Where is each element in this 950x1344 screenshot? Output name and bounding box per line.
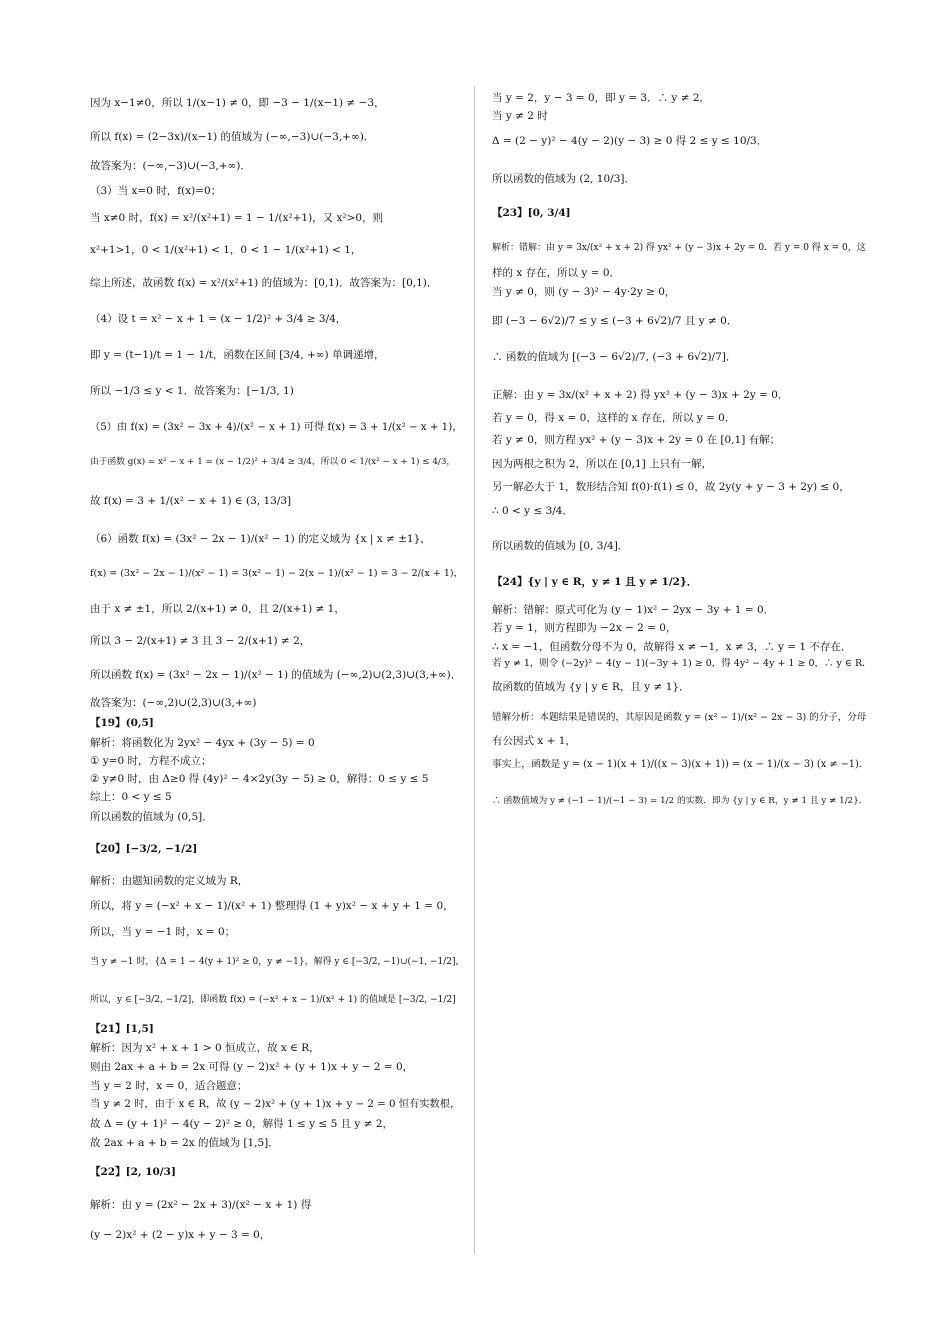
question-heading: 【23】[0, 3/4] [492,207,571,219]
text-line: ∴ x = −1，但函数分母不为 0，故解得 x ≠ −1，x ≠ 3，∴ y = 1 不存在． [492,641,852,653]
text-line: 因为 x−1≠0，所以 1/(x−1) ≠ 0，即 −3 − 1/(x−1) ≠ −3， [90,97,385,109]
text-line: 由于 x ≠ ±1，所以 2/(x+1) ≠ 0，且 2/(x+1) ≠ 1， [90,603,345,615]
text-line: 事实上，函数是 y = (x − 1)(x + 1)/((x − 3)(x + 1)) = (x − 1)/(x − 3) (x ≠ −1)． [492,759,869,770]
text-line: 由于函数 g(x) = x² − x + 1 = (x − 1/2)² + 3/4 ≥ 3/4，所以 0 < 1/(x² − x + 1) ≤ 4/3， [90,457,456,467]
question-heading: 【21】[1,5] [90,1023,154,1035]
text-line: 所以，当 y = −1 时，x = 0； [90,926,236,938]
text-line: 故函数的值域为 {y | y ∈ R，且 y ≠ 1}． [492,681,690,693]
text-line: 当 x≠0 时，f(x) = x²/(x²+1) = 1 − 1/(x²+1)，又 x²>0，则 [90,212,384,224]
text-line: ① y=0 时，方程不成立； [90,755,212,767]
text-line: 当 y = 2，y − 3 = 0，即 y = 3．∴ y ≠ 2． [492,92,711,104]
text-line: 解析：由题知函数的定义域为 R， [90,875,249,887]
text-line: ∴ 函数的值域为 [(−3 − 6√2)/7, (−3 + 6√2)/7]． [492,351,737,363]
text-line: 若 y = 0，得 x = 0，这样的 x 存在，所以 y = 0． [492,412,736,424]
text-line: 所以函数的值域为 [0, 3/4]． [492,540,629,552]
text-line: 则由 2ax + a + b = 2x 可得 (y − 2)x² + (y + 1)x + y − 2 = 0， [90,1061,414,1073]
text-line: 所以 −1/3 ≤ y < 1．故答案为：[−1/3, 1) [90,385,294,397]
text-line: 所以，将 y = (−x² + x − 1)/(x² + 1) 整理得 (1 + y)x² − x + y + 1 = 0， [90,900,454,912]
text-line: 即 (−3 − 6√2)/7 ≤ y ≤ (−3 + 6√2)/7 且 y ≠ 0． [492,315,738,327]
text-line: 故 Δ = (y + 1)² − 4(y − 2)² ≥ 0，解得 1 ≤ y ≤ 5 且 y ≠ 2， [90,1118,394,1130]
text-line: 当 y = 2 时，x = 0，适合题意； [90,1080,248,1092]
question-heading: 【20】[−3/2, −1/2] [90,843,198,855]
column-divider [474,86,475,1254]
text-line: 所以 3 − 2/(x+1) ≠ 3 且 3 − 2/(x+1) ≠ 2， [90,635,311,647]
text-line: （4）设 t = x² − x + 1 = (x − 1/2)² + 3/4 ≥ 3/4， [90,313,347,325]
text-line: （5）由 f(x) = (3x² − 3x + 4)/(x² − x + 1) 可得 f(x) = 3 + 1/(x² − x + 1)， [90,421,463,433]
text-line: f(x) = (3x² − 2x − 1)/(x² − 1) = 3(x² − 1) − 2(x − 1)/(x² − 1) = 3 − 2/(x + 1)， [90,568,464,579]
text-line: 当 y ≠ −1 时，{Δ = 1 − 4(y + 1)² ≥ 0，y ≠ −1}，解得 y ∈ [−3/2, −1)∪(−1, −1/2]， [90,957,465,967]
text-line: ∴ 0 < y ≤ 3/4． [492,505,573,517]
text-line: 有公因式 x + 1， [492,735,576,747]
text-line: 所以函数的值域为 (2, 10/3]． [492,173,635,185]
text-line: 正解：由 y = 3x/(x² + x + 2) 得 yx² + (y − 3)x + 2y = 0． [492,389,789,401]
text-line: 当 y ≠ 2 时 [492,110,548,122]
text-line: 当 y ≠ 0，则 (y − 3)² − 4y·2y ≥ 0， [492,286,676,298]
text-line: 所以函数的值域为 (0,5]． [90,811,213,823]
text-line: 解析：将函数化为 2yx² − 4yx + (3y − 5) = 0 [90,737,315,749]
text-line: 即 y = (t−1)/t = 1 − 1/t，函数在区间 [3/4, +∞) 单调递增， [90,349,385,361]
question-heading: 【19】(0,5] [90,717,154,729]
text-line: ∴ 函数值域为 y ≠ (−1 − 1)/(−1 − 3) = 1/2 的实数．即为 {y | y ∈ R，y ≠ 1 且 y ≠ 1/2}． [492,796,868,806]
text-line: Δ = (2 − y)² − 4(y − 2)(y − 3) ≥ 0 得 2 ≤ y ≤ 10/3． [492,135,768,147]
text-line: 解析：因为 x² + x + 1 > 0 恒成立，故 x ∈ R， [90,1042,320,1054]
text-line: 若 y ≠ 0，则方程 yx² + (y − 3)x + 2y = 0 在 [0,1] 有解； [492,434,781,446]
text-line: 因为两根之积为 2，所以在 [0,1] 上只有一解， [492,458,713,470]
text-line: 故答案为：(−∞,−3)∪(−3,+∞)． [90,160,251,172]
text-line: 故答案为：(−∞,2)∪(2,3)∪(3,+∞) [90,697,257,709]
text-line: ② y≠0 时，由 Δ≥0 得 (4y)² − 4×2y(3y − 5) ≥ 0，解得：0 ≤ y ≤ 5 [90,773,429,785]
text-line: 若 y ≠ 1，则令 (−2y)² − 4(y − 1)(−3y + 1) ≥ 0，得 4y² − 4y + 1 ≥ 0，∴ y ∈ R． [492,658,872,669]
text-line: 若 y = 1，则方程即为 −2x − 2 = 0， [492,622,677,634]
text-line: 样的 x 存在，所以 y = 0． [492,267,621,279]
text-line: 综上所述，故函数 f(x) = x²/(x²+1) 的值域为：[0,1)．故答案为：[0,1)． [90,277,438,289]
question-heading: 【22】[2, 10/3] [90,1166,176,1178]
text-line: 解析：由 y = (2x² − 2x + 3)/(x² − x + 1) 得 [90,1199,312,1211]
text-line: 解析：错解：由 y = 3x/(x² + x + 2) 得 yx² + (y − 3)x + 2y = 0．若 y = 0 得 x = 0，这 [492,243,866,253]
question-heading: 【24】{y | y ∈ R，y ≠ 1 且 y ≠ 1/2}． [492,576,698,588]
text-line: 所以 f(x) = (2−3x)/(x−1) 的值域为 (−∞,−3)∪(−3,+∞)． [90,131,375,143]
text-line: 当 y ≠ 2 时，由于 x ∈ R，故 (y − 2)x² + (y + 1)x + y − 2 = 0 恒有实数根， [90,1098,461,1110]
text-line: 解析：错解：原式可化为 (y − 1)x² − 2yx − 3y + 1 = 0． [492,604,775,616]
text-line: 所以，y ∈ [−3/2, −1/2]，即函数 f(x) = (−x² + x − 1)/(x² + 1) 的值域是 [−3/2, −1/2] [90,995,456,1005]
text-line: 另一解必大于 1，数形结合知 f(0)·f(1) ≤ 0，故 2y(y + y − 3 + 2y) ≤ 0， [492,481,850,493]
text-line: （6）函数 f(x) = (3x² − 2x − 1)/(x² − 1) 的定义域为 {x | x ≠ ±1}， [90,533,431,545]
text-line: 综上：0 < y ≤ 5 [90,791,172,803]
text-line: x²+1>1，0 < 1/(x²+1) < 1，0 < 1 − 1/(x²+1) < 1， [90,244,362,256]
text-line: （3）当 x=0 时，f(x)=0； [90,185,222,197]
text-line: 故 2ax + a + b = 2x 的值域为 [1,5]． [90,1137,279,1149]
text-line: 所以函数 f(x) = (3x² − 2x − 1)/(x² − 1) 的值域为 (−∞,2)∪(2,3)∪(3,+∞)． [90,669,462,681]
text-line: 故 f(x) = 3 + 1/(x² − x + 1) ∈ (3, 13/3] [90,495,292,507]
text-line: 错解分析：本题结果是错误的，其原因是函数 y = (x² − 1)/(x² − 2x − 3) 的分子，分母 [492,712,867,723]
text-line: (y − 2)x² + (2 − y)x + y − 3 = 0， [90,1229,271,1241]
